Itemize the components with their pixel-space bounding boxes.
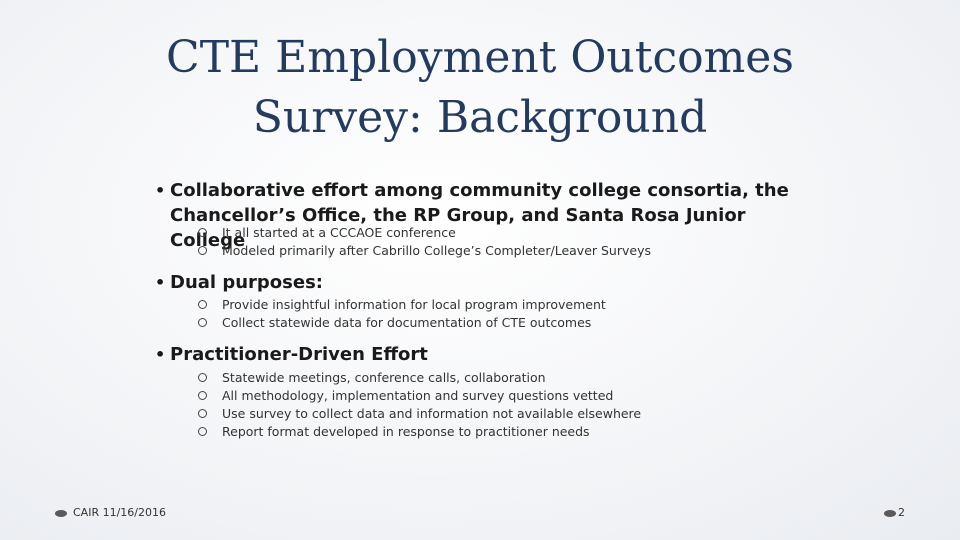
sub-item-text: Statewide meetings, conference calls, collaboration bbox=[222, 370, 546, 385]
sub-item bbox=[198, 423, 641, 441]
bullet-dot-icon: • bbox=[155, 181, 166, 200]
sub-item-text: Collect statewide data for documentation of CTE outcomes bbox=[222, 315, 592, 330]
sub-item bbox=[198, 405, 641, 423]
bullet-text: Practitioner-Driven Effort bbox=[170, 344, 428, 365]
hollow-circle-icon bbox=[198, 391, 207, 400]
footer-marker-icon bbox=[884, 510, 896, 517]
slide-title-line-1: CTE Employment Outcomes bbox=[166, 32, 794, 83]
footer-date-text: CAIR 11/16/2016 bbox=[73, 506, 166, 519]
bullet-dual-purposes bbox=[155, 270, 323, 295]
hollow-circle-icon bbox=[198, 318, 207, 327]
page-number-text: 2 bbox=[898, 506, 905, 519]
bullet-text: Dual purposes: bbox=[170, 272, 323, 293]
sub-item bbox=[198, 296, 606, 314]
hollow-circle-icon bbox=[198, 246, 207, 255]
slide-title bbox=[100, 28, 860, 148]
sub-item-text: It all started at a CCCAOE conference bbox=[222, 225, 456, 240]
sub-list-dual-purposes bbox=[198, 296, 606, 332]
sub-item bbox=[198, 224, 651, 242]
footer-marker-icon bbox=[55, 510, 67, 517]
bullet-text: Collaborative effort among community college consortia, the Chancellor’s Office, the RP Group, and Santa Rosa Junior College bbox=[170, 180, 789, 251]
sub-list-collaborative bbox=[198, 224, 651, 260]
bullet-dot-icon: • bbox=[155, 345, 166, 364]
sub-item bbox=[198, 369, 641, 387]
sub-item bbox=[198, 387, 641, 405]
slide-title-line-2: Survey: Background bbox=[252, 92, 708, 143]
sub-item-text: All methodology, implementation and survey questions vetted bbox=[222, 388, 614, 403]
sub-item-text: Report format developed in response to practitioner needs bbox=[222, 424, 590, 439]
hollow-circle-icon bbox=[198, 427, 207, 436]
bullet-dot-icon: • bbox=[155, 273, 166, 292]
page-number bbox=[884, 506, 905, 519]
footer-date bbox=[55, 506, 166, 519]
bullet-practitioner-driven bbox=[155, 342, 428, 367]
sub-item-text: Use survey to collect data and information not available elsewhere bbox=[222, 406, 642, 421]
sub-item bbox=[198, 314, 606, 332]
hollow-circle-icon bbox=[198, 373, 207, 382]
hollow-circle-icon bbox=[198, 228, 207, 237]
sub-item-text: Modeled primarily after Cabrillo College’s Completer/Leaver Surveys bbox=[222, 243, 651, 258]
sub-item bbox=[198, 242, 651, 260]
sub-item-text: Provide insightful information for local program improvement bbox=[222, 297, 606, 312]
hollow-circle-icon bbox=[198, 409, 207, 418]
sub-list-practitioner bbox=[198, 369, 641, 441]
hollow-circle-icon bbox=[198, 300, 207, 309]
